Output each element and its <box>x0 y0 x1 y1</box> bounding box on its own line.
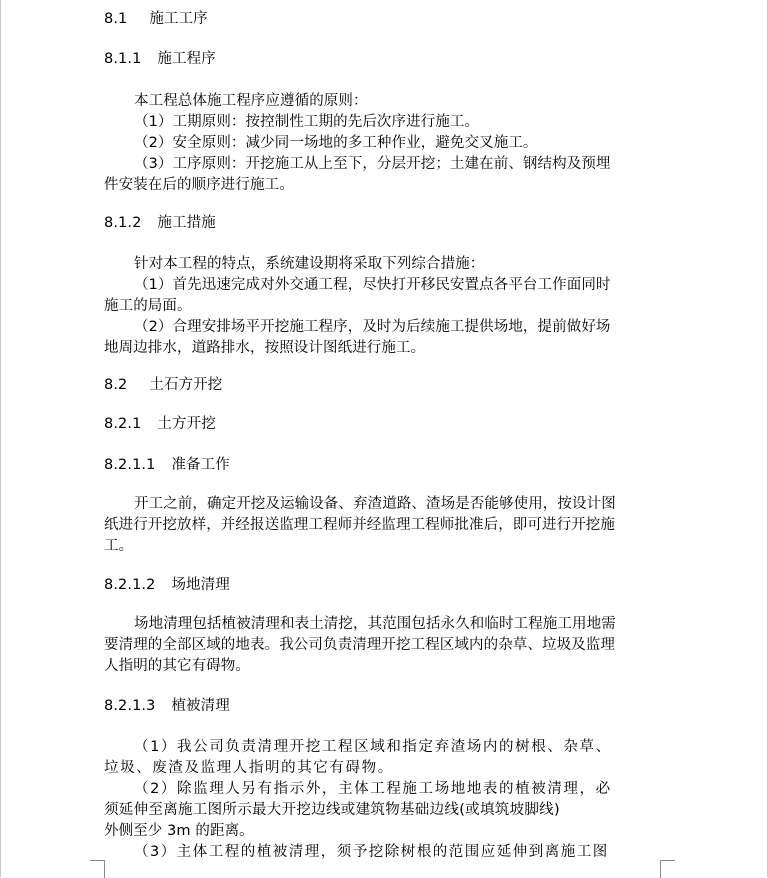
page-edge-left <box>0 0 1 877</box>
section-title: 土方开挖 <box>157 416 216 432</box>
paragraph-line: 场地清理包括植被清理和表土清挖，其范围包括永久和临时工程施工用地需 <box>134 616 616 632</box>
section-title: 施工工序 <box>149 11 208 27</box>
section-number: 8.2.1.3 <box>104 698 156 714</box>
section-number: 8.2.1.2 <box>104 577 156 593</box>
section-number: 8.2.1.1 <box>104 457 156 473</box>
section-heading-8-2-1-3 <box>104 696 660 717</box>
paragraph-line: 针对本工程的特点，系统建设期将采取下列综合措施： <box>134 256 485 272</box>
paragraph-line: 外侧至少 3m 的距离。 <box>104 823 254 839</box>
paragraph-line: （1）我公司负责清理开挖工程区域和指定弃渣场内的树根、杂草、 <box>134 739 612 755</box>
paragraph-line: （1）首先迅速完成对外交通工程，尽快打开移民安置点各平台工作面同时 <box>134 277 611 293</box>
section-number: 8.1.2 <box>104 215 142 231</box>
section-heading-8-2-1-1 <box>104 455 660 476</box>
section-heading-8-1-1 <box>104 49 660 70</box>
paragraph-line: 开工之前，确定开挖及运输设备、弃渣道路、渣场是否能够使用，按设计图 <box>134 496 616 512</box>
section-number: 8.1.1 <box>104 51 142 67</box>
paragraph-line: 纸进行开挖放样，并经报送监理工程师并经监理工程师批准后，即可进行开挖施 <box>104 517 615 533</box>
paragraph-line: （3）主体工程的植被清理，须予挖除树根的范围应延伸到离施工图 <box>134 844 609 860</box>
crop-mark-right <box>660 860 675 878</box>
section-title: 施工措施 <box>157 215 216 231</box>
paragraph-line: （2）安全原则：减少同一场地的多工种作业，避免交叉施工。 <box>134 135 538 151</box>
section-title: 土石方开挖 <box>149 377 223 393</box>
section-heading-8-2 <box>104 375 660 396</box>
section-title: 准备工作 <box>171 457 230 473</box>
section-number: 8.1 <box>104 11 128 27</box>
paragraph-line: （1）工期原则：按控制性工期的先后次序进行施工。 <box>134 114 480 130</box>
section-title: 植被清理 <box>171 698 230 714</box>
paragraph-line: （3）工序原则：开挖施工从上至下，分层开挖；土建在前、钢结构及预埋 <box>134 156 611 172</box>
paragraph-line: 地周边排水，道路排水，按照设计图纸进行施工。 <box>104 340 426 356</box>
section-heading-8-1 <box>104 9 660 30</box>
section-heading-8-2-1-2 <box>104 575 660 596</box>
paragraph-line: （2）除监理人另有指示外，主体工程施工场地地表的植被清理，必 <box>134 781 612 797</box>
section-title: 施工程序 <box>157 51 216 67</box>
paragraph-line: 件安装在后的顺序进行施工。 <box>104 177 294 193</box>
paragraph-line: 人指明的其它有碍物。 <box>104 658 250 674</box>
paragraph-line: 本工程总体施工程序应遵循的原则： <box>134 93 368 109</box>
paragraph-line: 垃圾、废渣及监理人指明的其它有碍物。 <box>104 760 394 776</box>
paragraph-line: 须延伸至离施工图所示最大开挖边线或建筑物基础边线(或填筑坡脚线) <box>104 802 560 818</box>
paragraph-line: 施工的局面。 <box>104 298 192 314</box>
section-title: 场地清理 <box>171 577 230 593</box>
section-number: 8.2.1 <box>104 416 142 432</box>
section-number: 8.2 <box>104 377 128 393</box>
paragraph-line: 要清理的全部区域的地表。我公司负责清理开挖工程区域内的杂草、垃圾及监理 <box>104 637 615 653</box>
section-heading-8-2-1 <box>104 414 660 435</box>
section-heading-8-1-2 <box>104 213 660 234</box>
paragraph-line: 工。 <box>104 538 134 554</box>
crop-mark-left <box>90 860 105 878</box>
paragraph-line: （2）合理安排场平开挖施工程序，及时为后续施工提供场地，提前做好场 <box>134 319 611 335</box>
